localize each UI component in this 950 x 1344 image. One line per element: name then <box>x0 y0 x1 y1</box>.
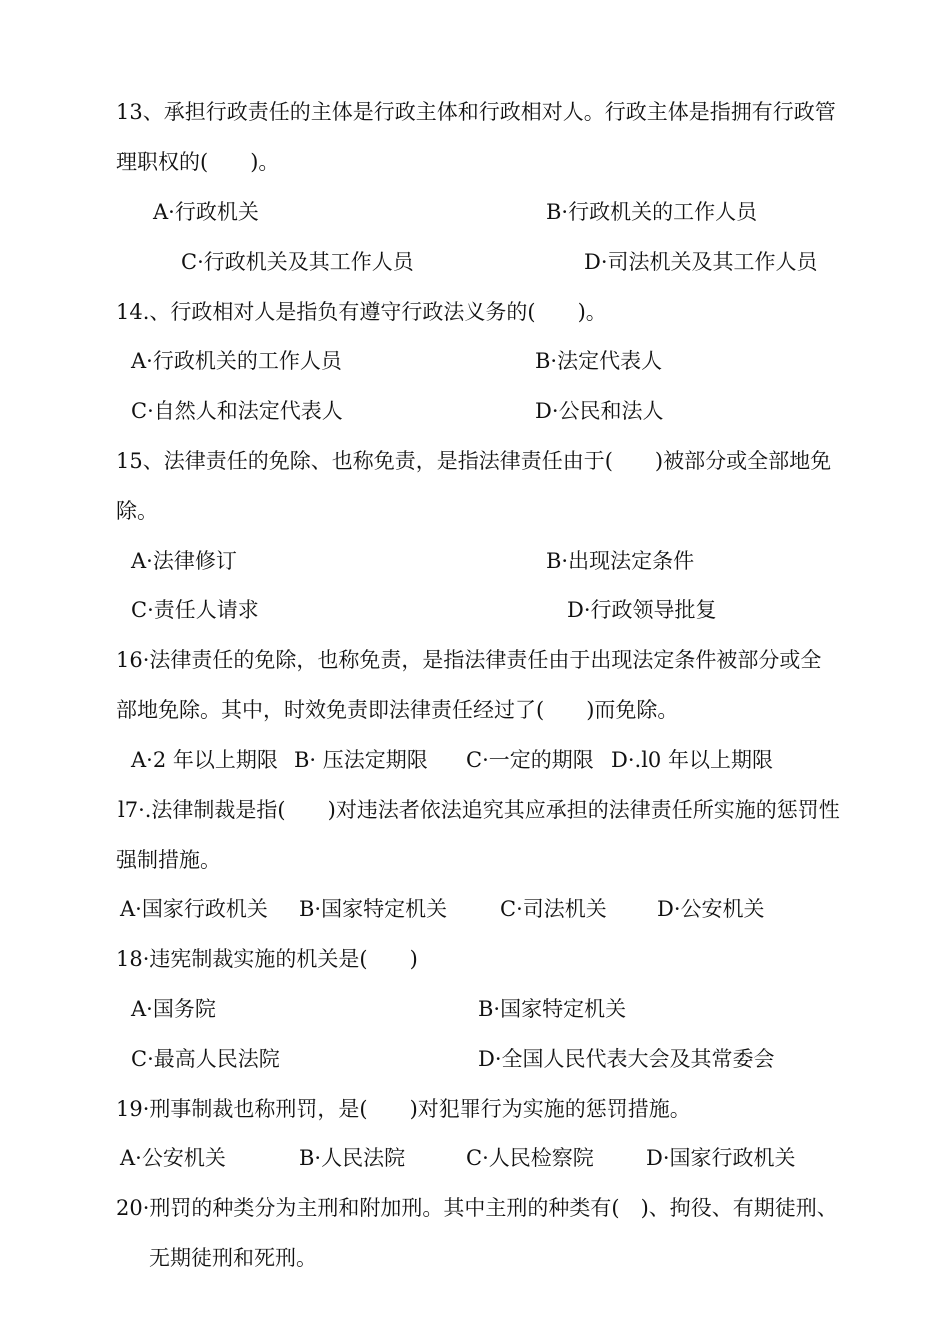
q18-option-c: C·最高人民法院 <box>131 1047 280 1071</box>
q20-stem-line1: 20·刑罚的种类分为主刑和附加刑。其中主刑的种类有( )、拘役、有期徒刑、 <box>116 1196 838 1220</box>
q18-option-d: D·全国人民代表大会及其常委会 <box>478 1047 775 1071</box>
q19-option-a: A·公安机关 <box>120 1146 226 1170</box>
q16-option-d: D·.l0 年以上期限 <box>611 748 773 772</box>
q19-option-d: D·国家行政机关 <box>646 1146 796 1170</box>
q14-option-d: D·公民和法人 <box>535 399 664 423</box>
q19-stem-line1: 19·刑事制裁也称刑罚，是( )对犯罪行为实施的惩罚措施。 <box>116 1097 691 1121</box>
q16-stem-line2: 部地免除。其中，时效免责即法律责任经过了( )而免除。 <box>116 698 679 722</box>
q16-option-c: C·一定的期限 <box>466 748 594 772</box>
q16-option-a: A·2 年以上期限 <box>131 748 278 772</box>
q16-option-b: B· 压法定期限 <box>294 748 428 772</box>
q18-option-b: B·国家特定机关 <box>478 997 627 1021</box>
q15-option-a: A·法律修订 <box>131 549 237 573</box>
q17-stem-line2: 强制措施。 <box>116 848 221 872</box>
q17-stem-line1: l7·.法律制裁是指( )对违法者依法追究其应承担的法律责任所实施的惩罚性 <box>118 798 840 822</box>
q19-option-c: C·人民检察院 <box>466 1146 594 1170</box>
q17-option-a: A·国家行政机关 <box>120 897 268 921</box>
q17-option-c: C·司法机关 <box>500 897 607 921</box>
q13-option-d: D·司法机关及其工作人员 <box>584 250 818 274</box>
q13-option-c: C·行政机关及其工作人员 <box>181 250 414 274</box>
q17-option-b: B·国家特定机关 <box>299 897 448 921</box>
q13-option-b: B·行政机关的工作人员 <box>546 200 758 224</box>
q13-option-a: A·行政机关 <box>153 200 259 224</box>
q15-option-d: D·行政领导批复 <box>567 598 717 622</box>
q15-option-c: C·责任人请求 <box>131 598 259 622</box>
q16-stem-line1: 16·法律责任的免除，也称免责，是指法律责任由于出现法定条件被部分或全 <box>116 648 822 672</box>
q18-stem-line1: 18·违宪制裁实施的机关是( ) <box>116 947 418 971</box>
q13-stem-line2: 理职权的( )。 <box>116 150 280 174</box>
q19-option-b: B·人民法院 <box>299 1146 406 1170</box>
q15-stem-line2: 除。 <box>116 499 158 523</box>
q14-option-c: C·自然人和法定代表人 <box>131 399 343 423</box>
q20-stem-line2: 无期徒刑和死刑。 <box>149 1246 317 1270</box>
q15-stem-line1: 15、法律责任的免除、也称免责，是指法律责任由于( )被部分或全部地免 <box>116 449 832 473</box>
q14-option-b: B·法定代表人 <box>535 349 663 373</box>
q18-option-a: A·国务院 <box>131 997 216 1021</box>
q17-option-d: D·公安机关 <box>657 897 765 921</box>
q15-option-b: B·出现法定条件 <box>546 549 695 573</box>
q14-stem-line1: 14.、行政相对人是指负有遵守行政法义务的( )。 <box>116 300 607 324</box>
q14-option-a: A·行政机关的工作人员 <box>131 349 342 373</box>
q13-stem-line1: 13、承担行政责任的主体是行政主体和行政相对人。行政主体是指拥有行政管 <box>116 100 836 124</box>
